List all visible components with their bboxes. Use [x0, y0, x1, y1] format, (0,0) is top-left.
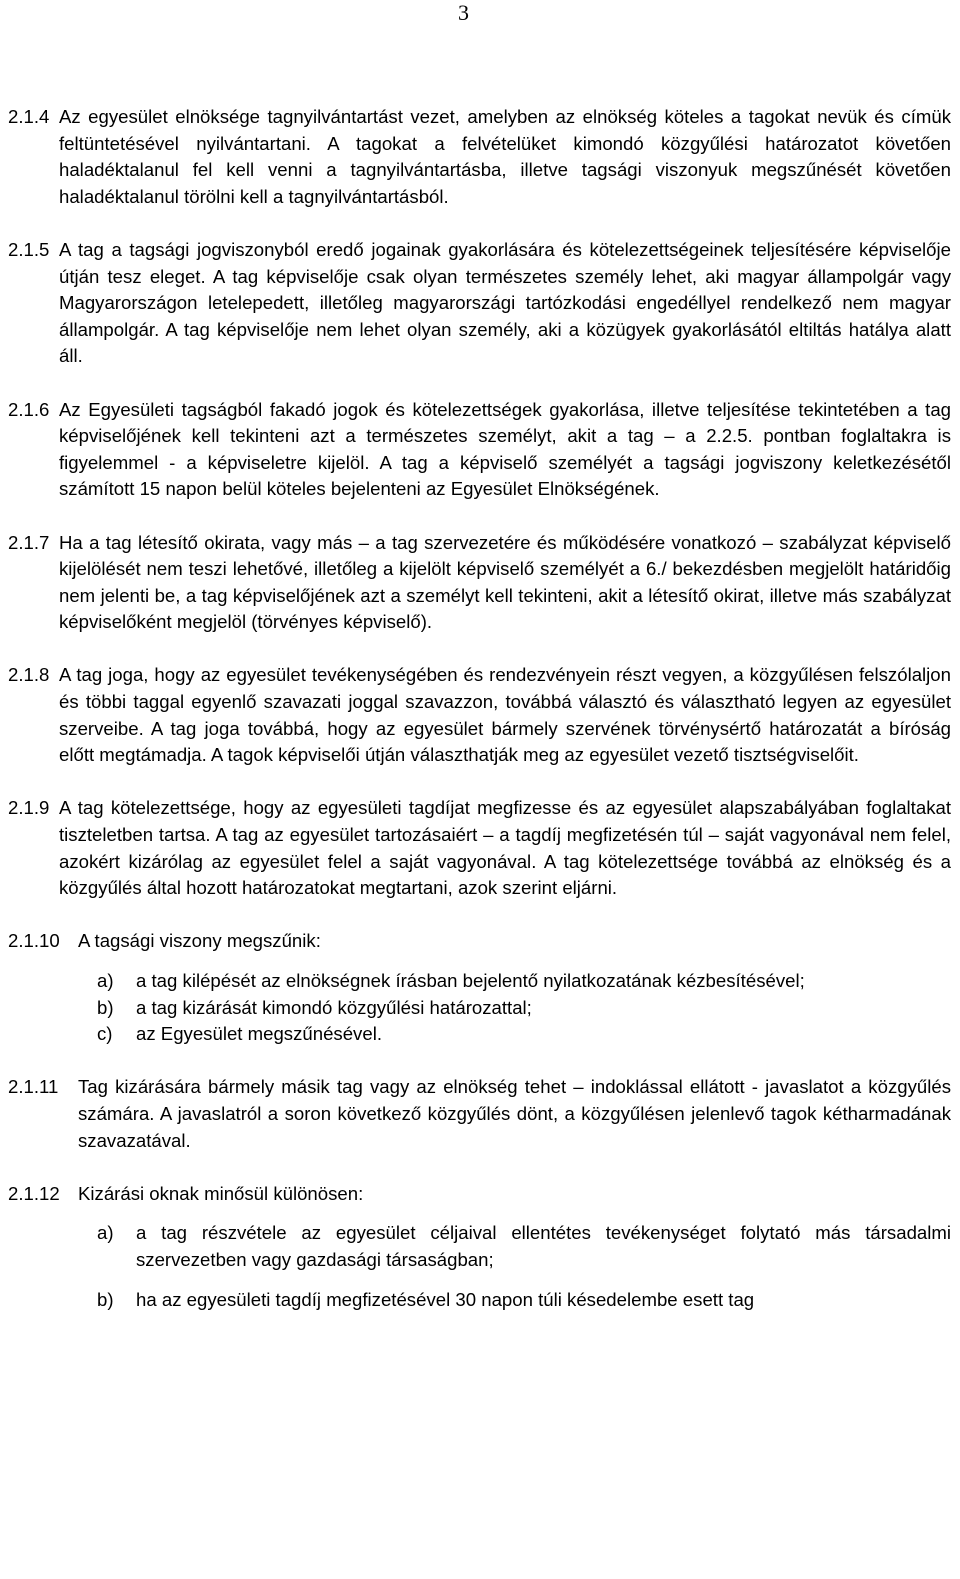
section-text: Kizárási oknak minősül különösen: [78, 1182, 364, 1204]
section-2-1-6 [0, 397, 960, 503]
section-2-1-4 [0, 104, 960, 210]
section-number: 2.1.10 [8, 930, 60, 952]
section-2-1-7 [0, 530, 960, 636]
section-text: Ha a tag létesítő okirata, vagy más – a tag szervezetére és működésére vonatkozó – szabályzat képviselő kijelölését nem teszi lehetővé, illetőleg a kijelölt képviselő személyét a 6./ bekezdésben megjelölt határidőig nem jelenti be, a tag képviselőjének azt a személyt kell tekinteni, akit a létesítő okirat, illetve más szabályzat képviselőként megjelöl (törvényes képviselő). [59, 531, 951, 633]
termination-list [97, 968, 951, 1048]
document-body [0, 104, 960, 1340]
section-text: Az egyesület elnöksége tagnyilvántartást vezet, amelyben az elnökség köteles a tagokat nevük és címük feltüntetésével nyilvántartani. A tagokat a felvételüket kimondó közgyűlési határozatot követően haladéktalanul fel kell venni a tagnyilvántartásba, illetve tagsági viszonyuk megszűnését követően haladéktalanul törölni kell a tagnyilvántartásból. [59, 106, 951, 207]
list-item [97, 1021, 951, 1048]
section-number: 2.1.9 [8, 797, 50, 819]
section-2-1-11 [0, 1074, 960, 1154]
list-item-letter: c) [97, 1023, 113, 1045]
list-item-letter: b) [97, 996, 114, 1018]
section-number: 2.1.4 [8, 106, 50, 127]
list-item-text: a tag kilépését az elnökségnek írásban bejelentő nyilatkozatának kézbesítésével; [136, 970, 805, 991]
section-2-1-5 [0, 237, 960, 370]
list-item [97, 1287, 951, 1314]
section-2-1-9 [0, 795, 960, 901]
section-2-1-8 [0, 662, 960, 768]
section-text: Tag kizárására bármely másik tag vagy az elnökség tehet – indoklással ellátott - javaslatot a közgyűlés számára. A javaslatról a soron következő közgyűlés dönt, a közgyűlésen jelenlevő tagok kétharmadának szavazatával. [78, 1076, 951, 1151]
section-text: A tag joga, hogy az egyesület tevékenységében és rendezvényein részt vegyen, a közgyűlésen felszólaljon és többi taggal egyenlő szavazati joggal szavazzon, továbbá választó és választható legyen az egyesület szerveibe. A tag joga továbbá, hogy az egyesület bármely szervének törvénysértő határozatát a bíróság előtt megtámadja. A tagok képviselői útján választhatják meg az egyesület vezető tisztségviselőit. [59, 664, 951, 766]
list-item-text: az Egyesület megszűnésével. [136, 1023, 382, 1045]
list-item [97, 995, 951, 1022]
list-item-letter: b) [97, 1288, 114, 1310]
list-item-text: a tag kizárását kimondó közgyűlési határozattal; [136, 996, 532, 1018]
section-number: 2.1.8 [8, 664, 50, 686]
section-number: 2.1.6 [8, 398, 50, 420]
section-2-1-10 [0, 928, 960, 1047]
list-item-letter: a) [97, 1222, 114, 1244]
section-text: Az Egyesületi tagságból fakadó jogok és kötelezettségek gyakorlása, illetve teljesítése tekintetében a tag képviselőjének kell tekinteni azt a természetes személyt, akit a tag – a 2.2.5. pontban foglaltakra is figyelemmel - a képviseletre kijelöl. A tag a képviselő személyét a tagsági jogviszony keletkezésétől számított 15 napon belül köteles bejelenteni az Egyesület Elnökségének. [59, 398, 951, 500]
section-number: 2.1.12 [8, 1182, 60, 1204]
section-number: 2.1.5 [8, 238, 50, 260]
list-item-text: a tag részvétele az egyesület céljaival ellentétes tevékenységet folytató más társadalmi szervezetben vagy gazdasági társaságban; [136, 1222, 951, 1270]
section-text: A tag a tagsági jogviszonyból eredő jogainak gyakorlására és kötelezettségeinek teljesítésére képviselője útján tesz eleget. A tag képviselője csak olyan természetes személy lehet, aki magyar állampolgár vagy Magyarországon letelepedett, illetőleg magyarországi tartózkodási engedéllyel rendelkező nem magyar állampolgár. A tag képviselője nem lehet olyan személy, aki a közügyek gyakorlásától eltiltás hatálya alatt áll. [59, 238, 951, 367]
section-text: A tagsági viszony megszűnik: [78, 930, 321, 952]
section-number: 2.1.11 [8, 1076, 59, 1098]
list-item-letter: a) [97, 970, 114, 991]
exclusion-reasons-list [97, 1220, 951, 1313]
section-2-1-12 [0, 1181, 960, 1313]
list-item [97, 968, 951, 995]
section-text: A tag kötelezettsége, hogy az egyesületi tagdíjat megfizesse és az egyesület alapszabályában foglaltakat tiszteletben tartsa. A tag az egyesület tartozásaiért – a tagdíj megfizetésén túl – saját vagyonával nem felel, azokért kizárólag az egyesület felel a saját vagyonával. A tag kötelezettsége továbbá az elnökség és a közgyűlés által hozott határozatokat megtartani, azok szerint eljárni. [59, 797, 951, 899]
list-item-text: ha az egyesületi tagdíj megfizetésével 30 napon túli késedelembe esett tag [136, 1288, 755, 1310]
page-number: 3 [458, 0, 469, 25]
list-item [97, 1220, 951, 1273]
section-number: 2.1.7 [8, 531, 50, 553]
